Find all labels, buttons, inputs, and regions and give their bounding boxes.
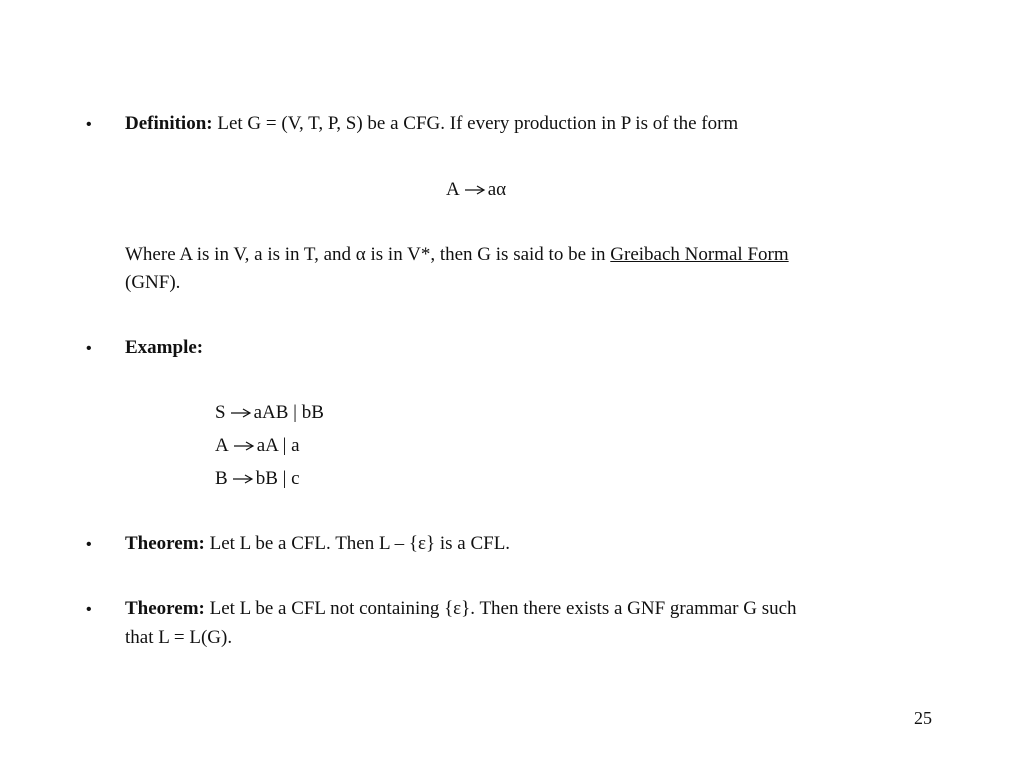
theorem-2-label: Theorem:: [125, 598, 205, 619]
right-arrow-icon: [230, 408, 252, 418]
production-row: [215, 465, 300, 493]
production-rhs: aA | a: [256, 435, 300, 456]
production-lhs: S: [215, 402, 226, 423]
definition-where-line2: (GNF).: [125, 272, 181, 293]
production-rhs: bB | c: [255, 468, 300, 489]
right-arrow-icon: [464, 185, 486, 195]
bullet-theorem-1: •: [86, 536, 92, 553]
production-row: [215, 399, 324, 427]
bullet-theorem-2: •: [86, 601, 92, 618]
production-rhs: aAB | bB: [253, 402, 324, 423]
definition-line: [125, 110, 738, 138]
formula-lhs: A: [446, 179, 460, 200]
definition-formula: [446, 176, 506, 204]
page-number: 25: [914, 708, 932, 728]
bullet-example: •: [86, 340, 92, 357]
production-row: [215, 432, 300, 460]
theorem-1-line: [125, 530, 510, 558]
production-lhs: B: [215, 468, 228, 489]
where-prefix: Where A is in V, a is in T, and α is in V*, then G is said to be in: [125, 244, 606, 265]
theorem-2-line2: that L = L(G).: [125, 627, 233, 648]
theorem-2-text: Let L be a CFL not containing {ε}. Then there exists a GNF grammar G such: [209, 598, 797, 619]
gnf-term: Greibach Normal Form: [610, 244, 789, 265]
definition-label: Definition:: [125, 113, 213, 134]
right-arrow-icon: [232, 474, 254, 484]
right-arrow-icon: [233, 441, 255, 451]
example-label: Example:: [125, 337, 204, 358]
definition-text: Let G = (V, T, P, S) be a CFG. If every production in P is of the form: [217, 113, 739, 134]
theorem-1-text: Let L be a CFL. Then L – {ε} is a CFL.: [209, 533, 511, 554]
definition-where-line1: [125, 241, 789, 269]
production-lhs: A: [215, 435, 229, 456]
formula-rhs: aα: [487, 179, 507, 200]
theorem-2-line1: [125, 595, 797, 623]
theorem-1-label: Theorem:: [125, 533, 205, 554]
bullet-definition: •: [86, 116, 92, 133]
